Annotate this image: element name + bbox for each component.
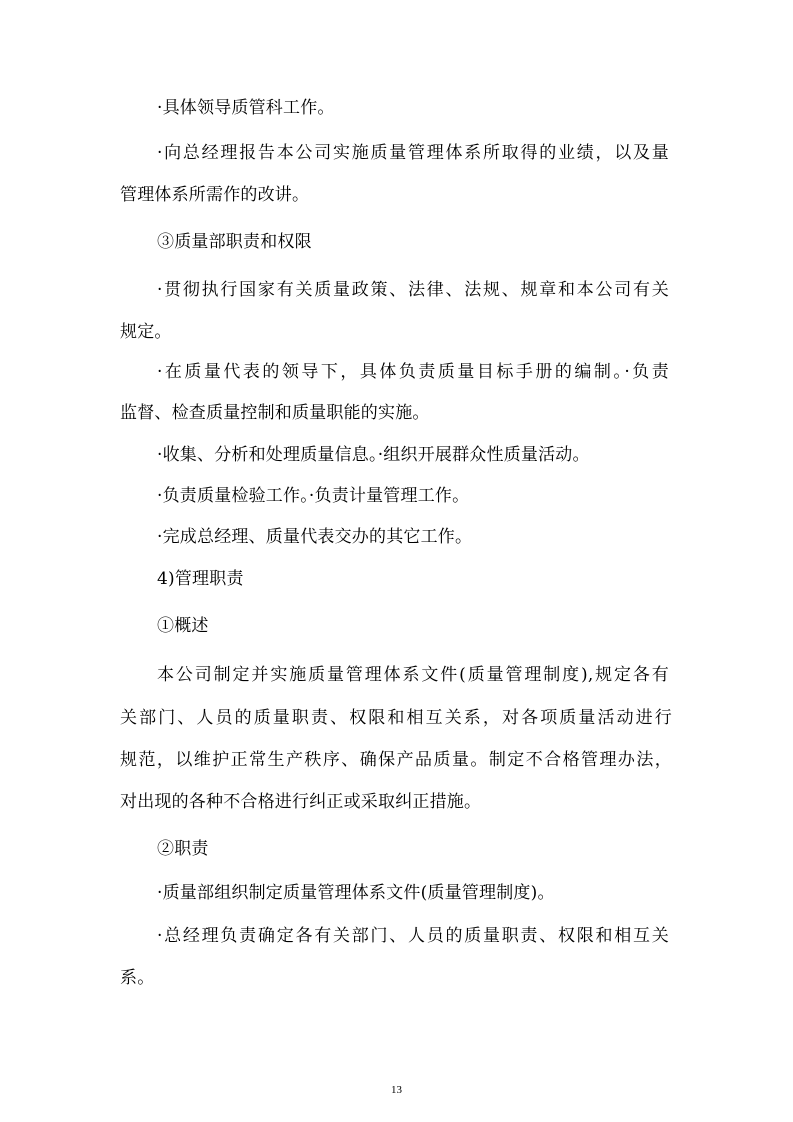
section-heading: ①概述 <box>157 616 209 636</box>
section-heading: ②职责 <box>157 839 209 859</box>
section-heading: ③质量部职责和权限 <box>157 232 312 252</box>
bullet-line: ·总经理负责确定各有关部门、人员的质量职责、权限和相互关 <box>157 926 669 946</box>
bullet-line: ·完成总经理、质量代表交办的其它工作。 <box>157 527 473 547</box>
bullet-line: ·质量部组织制定质量管理体系文件(质量管理制度)。 <box>157 883 555 903</box>
bullet-line: ·贯彻执行国家有关质量政策、法律、法规、规章和本公司有关 <box>157 280 669 300</box>
text-line: 管理体系所需作的改讲。 <box>120 185 310 205</box>
bullet-line: ·向总经理报告本公司实施质量管理体系所取得的业绩，以及量 <box>157 143 669 163</box>
bullet-line: ·收集、分析和处理质量信息。·组织开展群众性质量活动。 <box>157 445 590 465</box>
paragraph-line: 本公司制定并实施质量管理体系文件(质量管理制度),规定各有 <box>157 665 669 685</box>
paragraph-line: 关部门、人员的质量职责、权限和相互关系，对各项质量活动进行 <box>120 708 672 728</box>
paragraph-line: 规范，以维护正常生产秩序、确保产品质量。制定不合格管理办法， <box>120 750 672 770</box>
page-number: 13 <box>391 1084 402 1096</box>
bullet-line: ·在质量代表的领导下，具体负责质量目标手册的编制。·负责 <box>157 362 669 382</box>
section-heading: 4)管理职责 <box>157 569 244 589</box>
text-line: 系。 <box>120 968 155 988</box>
bullet-line: ·负责质量检验工作。·负责计量管理工作。 <box>157 486 470 506</box>
paragraph-line: 对出现的各种不合格进行纠正或采取纠正措施。 <box>120 792 482 812</box>
text-line: 监督、检查质量控制和质量职能的实施。 <box>120 403 430 423</box>
text-line: 规定。 <box>120 322 172 342</box>
bullet-line: ·具体领导质管科工作。 <box>157 98 335 118</box>
